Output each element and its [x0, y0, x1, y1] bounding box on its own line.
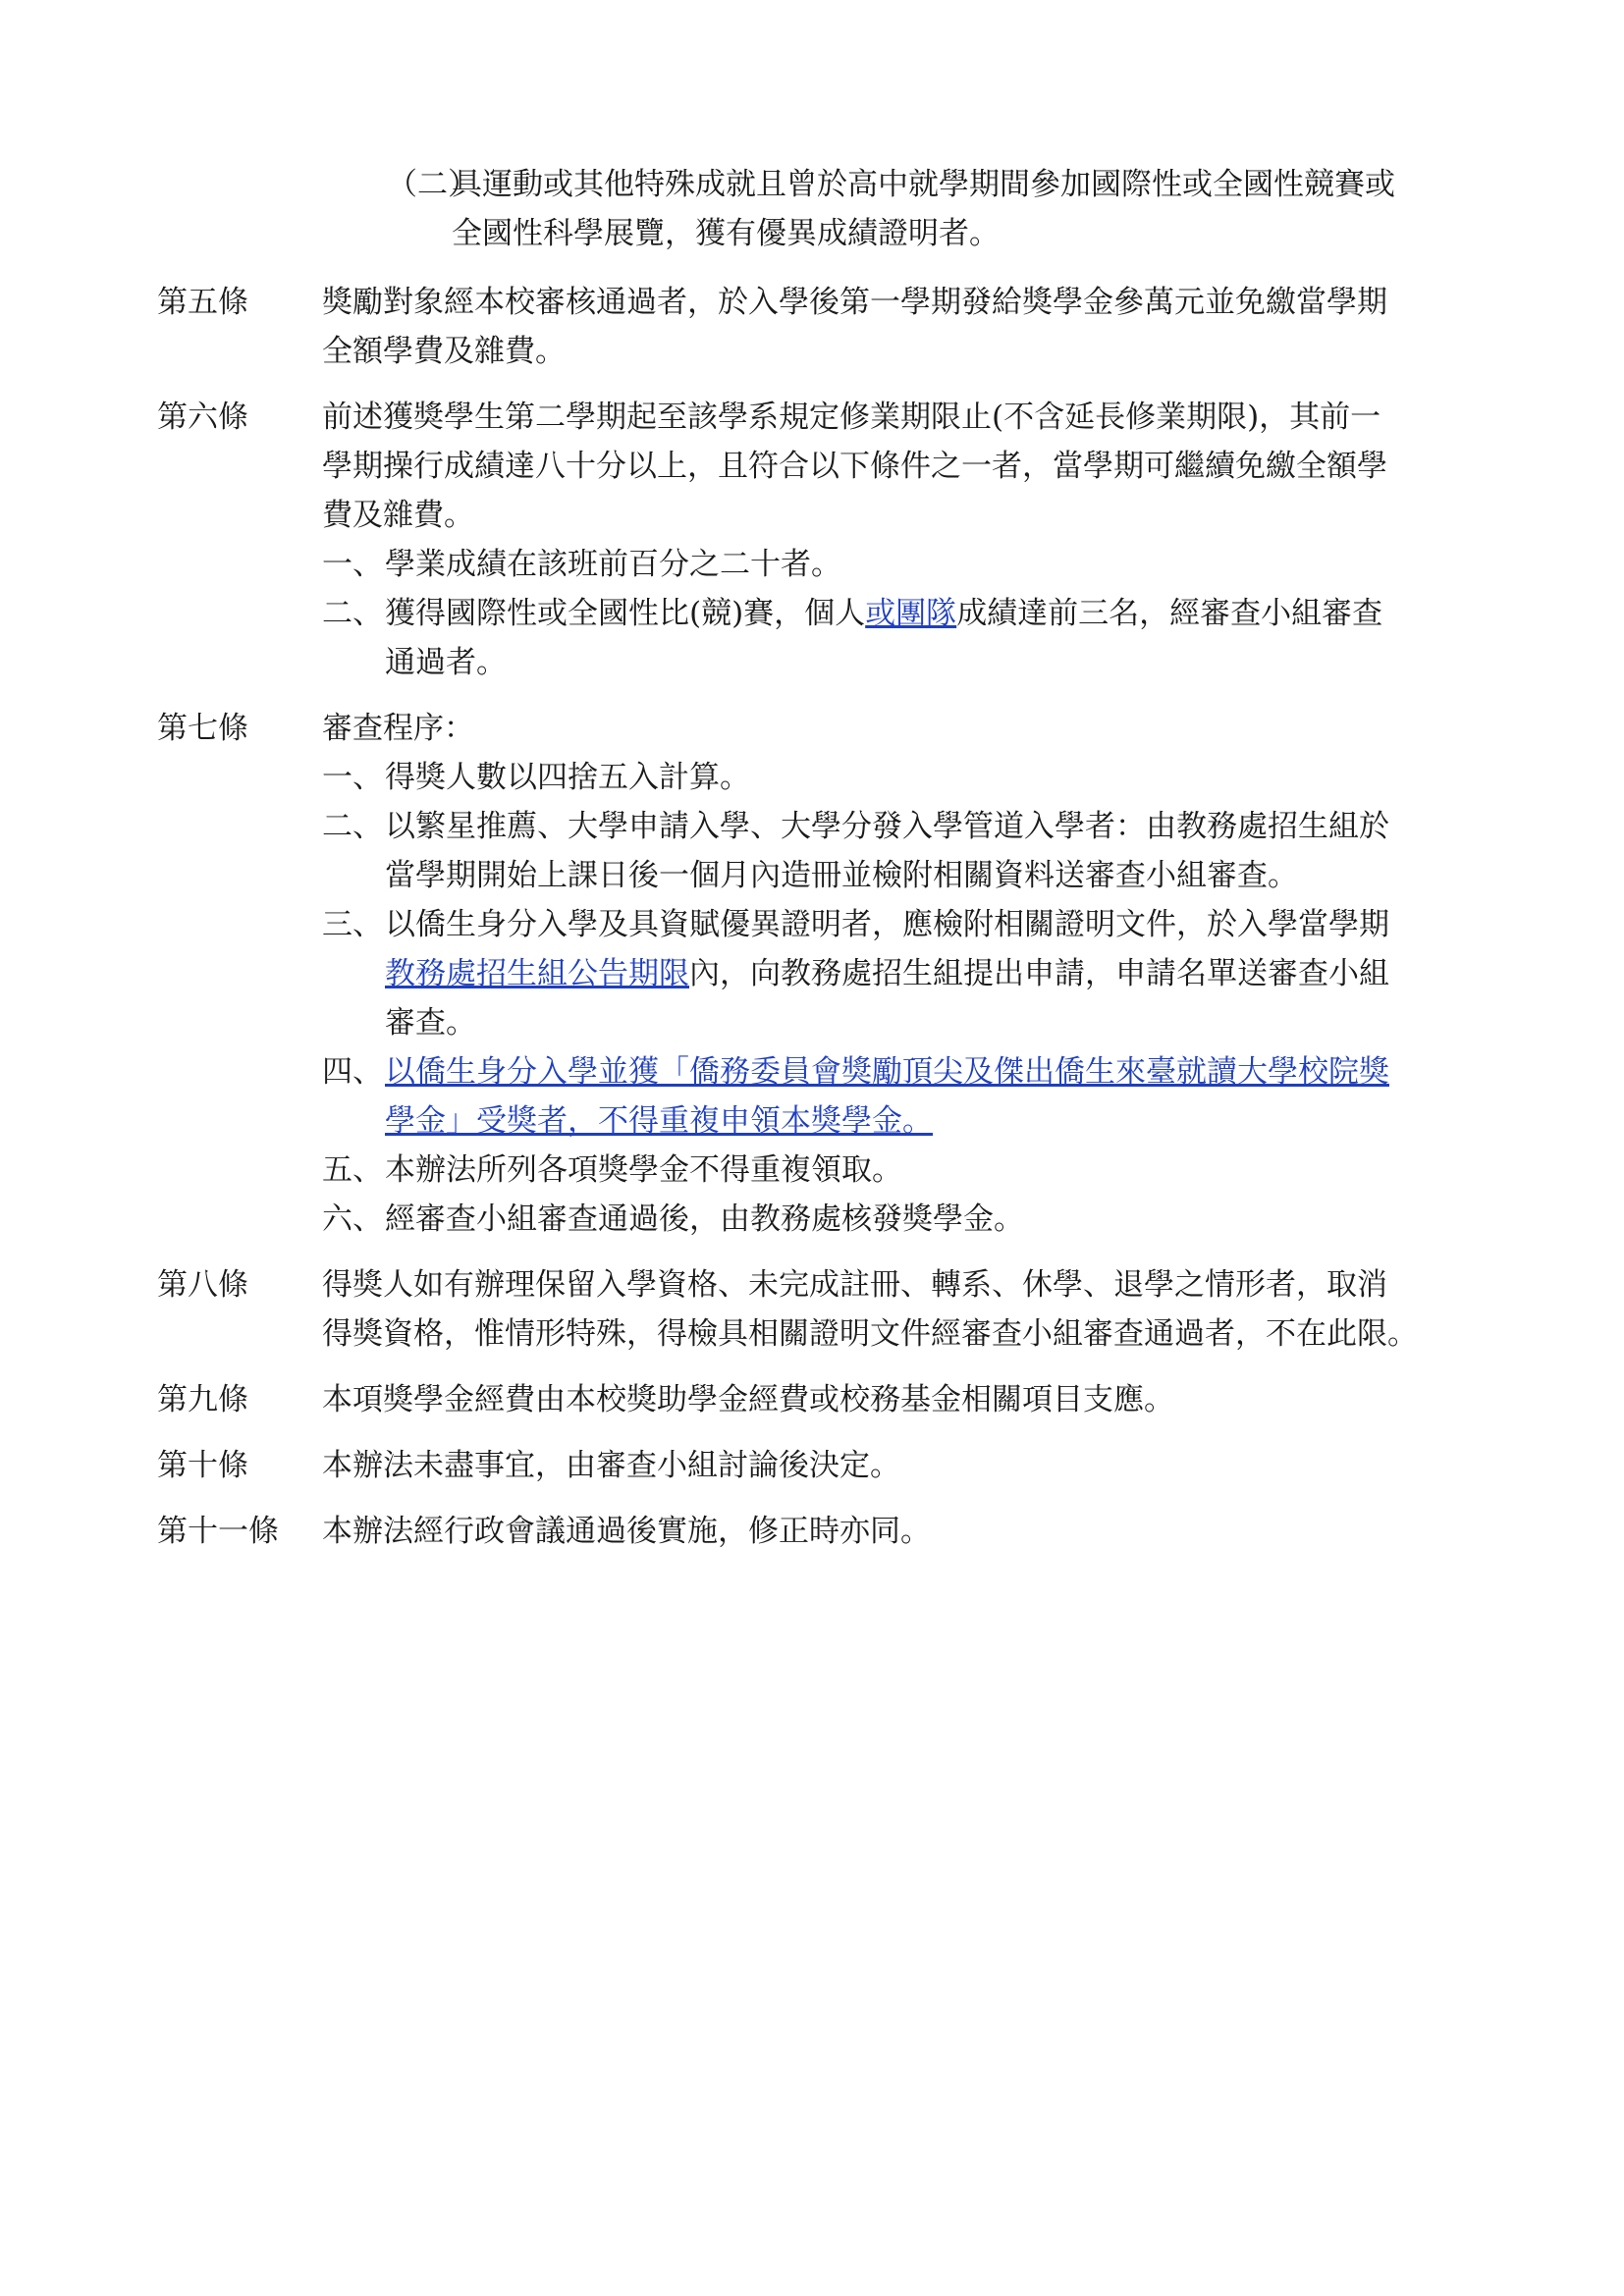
- article-11-line: 本辦法經行政會議通過後實施，修正時亦同。: [322, 1514, 931, 1549]
- article-11-text: [322, 1507, 1500, 1556]
- item-line: 學業成績在該班前百分之二十者。: [385, 547, 841, 582]
- article-6-line: 學期操行成績達八十分以上，且符合以下條件之一者，當學期可繼續免繳全額學: [322, 449, 1387, 484]
- overseas-scholarship-link[interactable]: 學金」受獎者，不得重複申領本獎學金。: [385, 1103, 933, 1139]
- article-9-text: [322, 1375, 1500, 1424]
- item-line: [385, 1047, 1500, 1096]
- article-5-text: [322, 278, 1500, 376]
- item-text: 內，向教務處招生組提出申請，申請名單送審查小組: [689, 956, 1389, 991]
- admissions-deadline-link[interactable]: 教務處招生組公告期限: [385, 956, 689, 991]
- article-5-label: 第五條: [157, 285, 248, 320]
- article-5-line: 獎勵對象經本校審核通過者，於入學後第一學期發給獎學金參萬元並免繳當學期: [322, 285, 1387, 320]
- article-8-line: 得獎資格，惟情形特殊，得檢具相關證明文件經審查小組審查通過者，不在此限。: [322, 1316, 1418, 1352]
- sub-item-marker: （二）: [387, 167, 478, 202]
- item-line: [385, 1096, 1500, 1146]
- item-line: [385, 589, 1500, 638]
- item-line: 以僑生身分入學及具資賦優異證明者，應檢附相關證明文件，於入學當學期: [385, 907, 1389, 942]
- article-6-text: [322, 393, 1500, 540]
- item-line: 以繁星推薦、大學申請入學、大學分發入學管道入學者：由教務處招生組於: [385, 809, 1389, 844]
- item-line: [385, 949, 1500, 998]
- article-8-text: [322, 1260, 1500, 1359]
- item-marker: 三、: [322, 907, 383, 942]
- item-marker: 五、: [322, 1152, 383, 1188]
- item-line: 通過者。: [385, 645, 507, 680]
- item-marker: 四、: [322, 1054, 383, 1090]
- article-6-label: 第六條: [157, 400, 248, 435]
- article-10-line: 本辦法未盡事宜，由審查小組討論後決定。: [322, 1448, 900, 1483]
- item-marker: 一、: [322, 547, 383, 582]
- item-text: 成績達前三名，經審查小組審查: [956, 596, 1383, 631]
- item-line: 經審查小組審查通過後，由教務處核發獎學金。: [385, 1201, 1024, 1237]
- article-10-text: [322, 1441, 1500, 1490]
- item-marker: 一、: [322, 760, 383, 795]
- article-6-line: 前述獲獎學生第二學期起至該學系規定修業期限止(不含延長修業期限)，其前一: [322, 400, 1381, 435]
- article-11-label: 第十一條: [157, 1514, 279, 1549]
- item-line: 審查。: [385, 1005, 476, 1041]
- item-marker: 二、: [322, 596, 383, 631]
- article-7-line: 審查程序：: [322, 711, 474, 746]
- sub-item-line: 具運動或其他特殊成就且曾於高中就學期間參加國際性或全國性競賽或: [452, 167, 1395, 202]
- article-8-line: 得獎人如有辦理保留入學資格、未完成註冊、轉系、休學、退學之情形者，取消: [322, 1267, 1387, 1303]
- article-8-label: 第八條: [157, 1267, 248, 1303]
- article-7-label: 第七條: [157, 711, 248, 746]
- item-line: 當學期開始上課日後一個月內造冊並檢附相關資料送審查小組審查。: [385, 858, 1298, 893]
- article-7-intro: [322, 704, 1500, 753]
- article-10-label: 第十條: [157, 1448, 248, 1483]
- article-9-line: 本項獎學金經費由本校獎助學金經費或校務基金相關項目支應。: [322, 1382, 1174, 1417]
- item-line: 本辦法所列各項獎學金不得重複領取。: [385, 1152, 902, 1188]
- article-6-line: 費及雜費。: [322, 498, 474, 533]
- item-marker: 六、: [322, 1201, 383, 1237]
- item-text: 獲得國際性或全國性比(競)賽，個人: [385, 596, 866, 631]
- sub-item-line: 全國性科學展覽，獲有優異成績證明者。: [452, 216, 1000, 251]
- item-line: 得獎人數以四捨五入計算。: [385, 760, 750, 795]
- overseas-scholarship-link[interactable]: 以僑生身分入學並獲「僑務委員會獎勵頂尖及傑出僑生來臺就讀大學校院獎: [385, 1054, 1389, 1090]
- team-link[interactable]: 或團隊: [865, 596, 957, 631]
- article-9-label: 第九條: [157, 1382, 248, 1417]
- article-5-line: 全額學費及雜費。: [322, 334, 566, 369]
- item-marker: 二、: [322, 809, 383, 844]
